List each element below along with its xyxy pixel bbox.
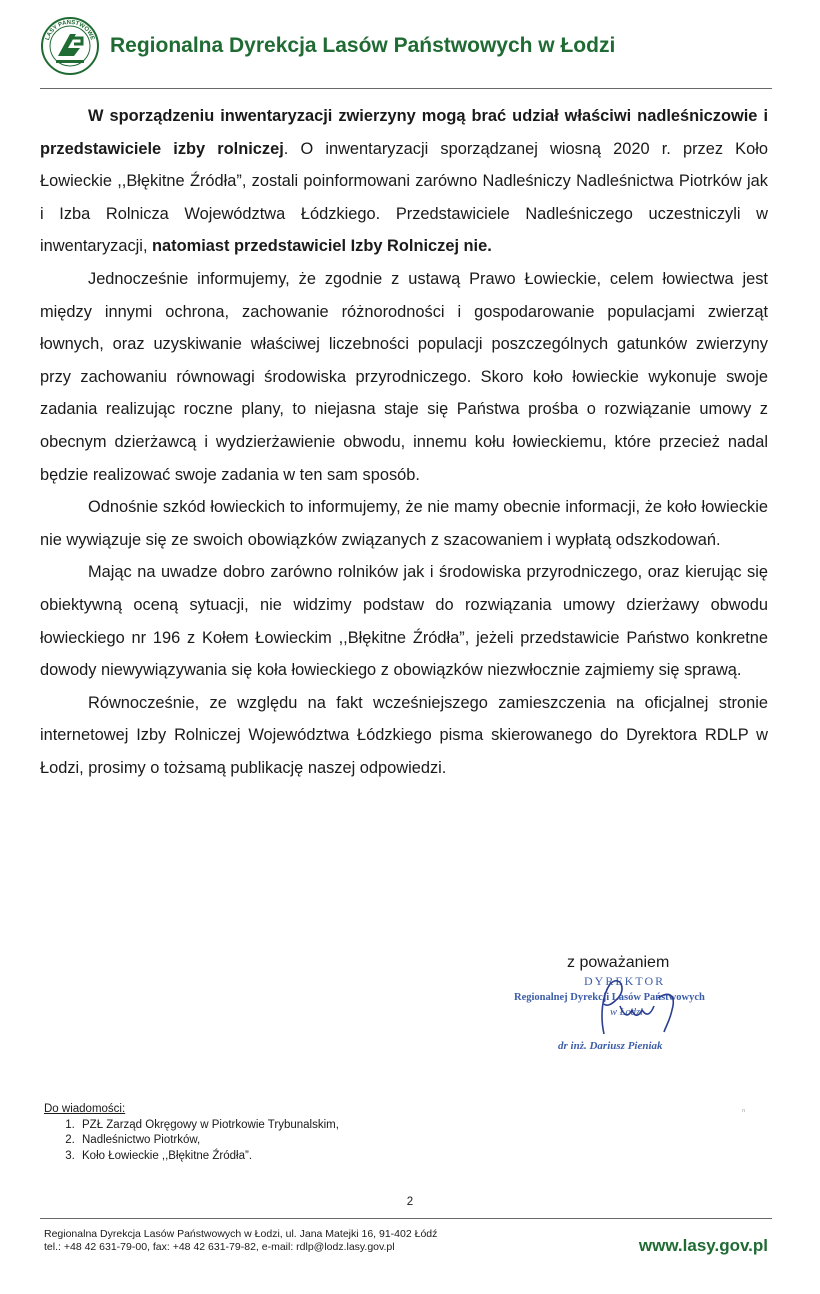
header-divider [40,88,772,89]
logo-text: LASY PAŃSTWOWE [44,19,96,42]
paragraph-1 [40,100,768,263]
stamp-organization: Regionalnej Dyrekcji Lasów Państwowych [514,992,705,1003]
paragraph-3: Odnośnie szkód łowieckich to informujemy, że nie mamy obecnie informacji, że koło łowieckie nie wywiązuje się ze swoich obowiązków związanych z szacowaniem i wypłatą odszkodowań. [40,498,768,549]
letterhead [40,14,615,78]
organization-name: Regionalna Dyrekcja Lasów Państwowych w Łodzi [110,34,616,57]
letter-body [40,100,768,784]
stamp-title: DYREKTOR [584,974,666,988]
paragraph-2: Jednocześnie informujemy, że zgodnie z ustawą Prawo Łowieckie, celem łowiectwa jest między innymi ochrona, zachowanie różnorodności i gospodarowanie populacjami zwierząt łownych, oraz uzyskiwanie właściwej liczebności populacji poszczególnych gatunków zwierzyny przy zachowaniu równowagi środowiska przyrodniczego. Skoro koło łowieckie wykonuje swoje zadania realizując roczne plany, to niejasna staje się Państwa prośba o rozwiązanie umowy z obecnym dzierżawcą i wydzierżawienie obwodu, innemu kołu łowieckiemu, które przecież nadal będzie realizować swoje zadania w ten sam sposób. [40,269,768,484]
list-item: 2. Nadleśnictwo Piotrków, [78,1133,339,1149]
footer-address [44,1228,437,1254]
paragraph-4: Mając na uwadze dobro zarówno rolników jak i środowiska przyrodniczego, oraz kierując się obiektywną oceną sytuacji, nie widzimy podstaw do rozwiązania umowy dzierżawy obwodu łowieckiego nr 196 z Kołem Łowieckim ,,Błękitne Źródła”, jeżeli przedstawicie Państwo konkretne dowody niewywiązywania się koła łowieckiego z obowiązków niezwłocznie zajmiemy się sprawą. [40,563,768,680]
list-item: 1. PZŁ Zarząd Okręgowy w Piotrkowie Trybunalskim, [78,1118,339,1134]
paragraph-1-text: . O inwentaryzacji sporządzanej wiosną 2020 r. przez Koło Łowieckie ,,Błękitne Źródła”, zostali poinformowani zarówno Nadleśniczy Nadleśnictwa Piotrków jak i Izba Rolnicza Województwa Łódzkiego. Przedstawiciele Nadleśniczego uczestniczyli w inwentaryzacji, [40,139,768,256]
stamp-name: dr inż. Dariusz Pieniak [558,1040,663,1052]
closing-phrase: z poważaniem [567,954,670,971]
copies-to-heading: Do wiadomości: [44,1103,126,1115]
handwritten-signature [580,976,690,1036]
paragraph-1-bold-tail: natomiast przedstawiciel Izby Rolniczej nie. [152,237,492,256]
page-number: 2 [406,1196,414,1208]
signature-block [500,954,750,1064]
stamp-city: w Łodzi [610,1007,643,1018]
copies-to [44,1102,339,1164]
footer-divider [40,1218,772,1219]
copies-to-list [44,1118,339,1165]
scan-artifact: ⁿ [742,1106,746,1116]
forest-logo-icon [40,16,100,76]
footer-website-link[interactable]: www.lasy.gov.pl [638,1236,768,1255]
footer-address-line: Regionalna Dyrekcja Lasów Państwowych w Łodzi, ul. Jana Matejki 16, 91-402 Łódź [44,1228,438,1240]
paragraph-5: Równocześnie, ze względu na fakt wcześniejszego zamieszczenia na oficjalnej stronie internetowej Izby Rolniczej Województwa Łódzkiego pisma skierowanego do Dyrektora RDLP w Łodzi, prosimy o tożsamą publikację naszej odpowiedzi. [40,693,768,777]
list-item: 3. Koło Łowieckie ,,Błękitne Źródła”. [78,1149,339,1165]
paragraph-1-bold-lead: W sporządzeniu inwentaryzacji zwierzyny mogą brać udział właściwi nadleśniczowie i przedstawiciele izby rolniczej [40,107,768,158]
footer-contact-line: tel.: +48 42 631-79-00, fax: +48 42 631-79-82, e-mail: rdlp@lodz.lasy.gov.pl [44,1241,395,1253]
